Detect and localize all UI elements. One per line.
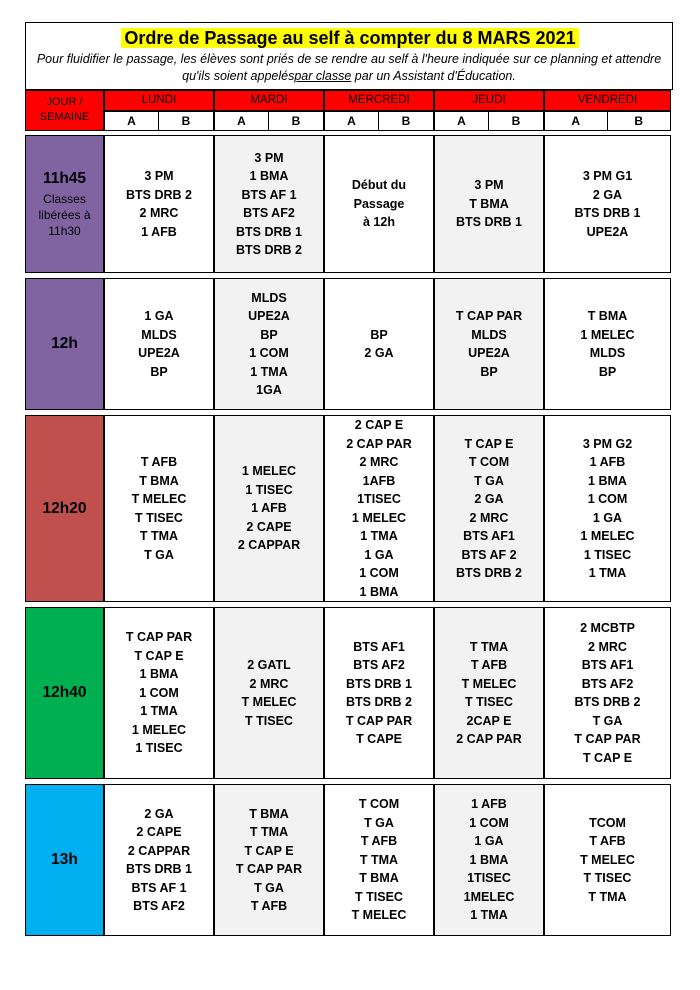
schedule-cell-jeudi-13h	[434, 784, 544, 936]
class-item: 3 PM	[474, 178, 504, 193]
class-item: 2 GA	[474, 492, 504, 506]
class-list	[346, 416, 412, 601]
class-item: BTS DRB 1	[574, 206, 641, 220]
class-item: 1 TMA	[588, 566, 627, 580]
class-list	[236, 805, 302, 916]
class-list	[126, 805, 192, 916]
class-item: T CAP PAR	[235, 862, 303, 876]
class-list	[580, 435, 634, 583]
class-item: 2 MRC	[359, 455, 399, 469]
group-a-label: A	[545, 112, 608, 130]
class-item: T CAP PAR	[574, 732, 641, 746]
class-item: T CAP E	[582, 750, 633, 765]
class-item: 2 MRC	[469, 510, 509, 525]
class-item: 1 COM	[249, 346, 289, 360]
class-item: MLDS	[589, 346, 626, 360]
class-item: BTS AF2	[353, 658, 405, 672]
day-header-mardi: MARDI	[214, 90, 324, 111]
schedule-cell-jeudi-11h45	[434, 135, 544, 273]
schedule-cell-vendredi-12h	[544, 278, 671, 410]
class-list	[456, 307, 522, 381]
time-label: 12h20	[42, 499, 87, 517]
class-item: 1 COM	[359, 566, 399, 580]
class-item: 1 GA	[474, 834, 504, 849]
class-item: 1 BMA	[469, 852, 509, 867]
time-slot-11h45	[25, 135, 104, 273]
class-item: 1GA	[256, 383, 282, 397]
class-item: BP	[480, 364, 498, 379]
subtitle-underlined: par classe	[294, 69, 352, 83]
class-item: T TISEC	[355, 889, 403, 904]
class-item: 2 GA	[364, 346, 394, 360]
schedule-cell-mercredi-11h45	[324, 135, 434, 273]
class-item: 2 MRC	[139, 206, 179, 220]
class-item: 1 GA	[592, 510, 623, 525]
schedule-cell-mardi-11h45	[214, 135, 324, 273]
schedule-cell-mardi-12h20	[214, 415, 324, 602]
schedule-cell-vendredi-11h45	[544, 135, 671, 273]
class-item: BTS AF 1	[131, 880, 187, 895]
class-item: T BMA	[587, 309, 628, 323]
time-slot-12h40	[25, 607, 104, 779]
class-item: TCOM	[589, 815, 626, 830]
class-item: T AFB	[470, 658, 508, 672]
class-item: T TMA	[359, 852, 399, 867]
class-item: T GA	[364, 815, 394, 830]
class-item: 1 TMA	[360, 529, 398, 543]
class-item: T TISEC	[583, 871, 632, 886]
time-label: 13h	[51, 851, 78, 868]
time-label: 12h40	[42, 684, 87, 701]
class-item: T CAP PAR	[455, 309, 523, 323]
schedule-cell-vendredi-13h	[544, 784, 671, 936]
class-item: BTS AF1	[463, 529, 515, 543]
class-item: 2 GA	[592, 187, 623, 202]
schedule-cell-mercredi-12h	[324, 278, 434, 410]
page-title: Ordre de Passage au self à compter du 8 MARS 2021	[121, 28, 579, 48]
class-item: BP	[150, 364, 168, 379]
class-item: 3 PM G1	[582, 169, 633, 183]
class-item: 2 GA	[144, 806, 174, 821]
class-item: T AFB	[360, 834, 398, 849]
class-item: 1 TISEC	[135, 741, 183, 756]
group-b-label: B	[291, 114, 301, 128]
class-item: MLDS	[471, 327, 507, 342]
class-item: BP	[370, 327, 388, 342]
corner-line-2: SEMAINE	[39, 111, 90, 123]
class-item: T BMA	[359, 871, 399, 886]
class-item: 1 BMA	[249, 169, 289, 183]
day-header-mercredi: MERCREDI	[324, 90, 434, 111]
class-item: 2 CAPPAR	[237, 538, 301, 553]
group-b-label: B	[181, 114, 191, 128]
class-item: 1 COM	[587, 492, 628, 506]
time-slot-12h	[25, 278, 104, 410]
class-list	[248, 289, 290, 400]
class-item: UPE2A	[468, 346, 510, 360]
class-list	[132, 453, 187, 564]
corner-header	[25, 90, 104, 131]
class-item: BP	[598, 364, 617, 379]
time-label: 11h45	[42, 169, 87, 187]
class-item: T CAP E	[464, 436, 514, 451]
class-item: BTS DRB 2	[236, 243, 302, 257]
class-item: 1 TMA	[470, 908, 508, 923]
schedule-cell-jeudi-12h20	[434, 415, 544, 602]
ab-header-vendredi	[544, 111, 671, 131]
class-item: T MELEC	[351, 908, 407, 923]
day-header-vendredi: VENDREDI	[544, 90, 671, 111]
class-item: Début du	[351, 178, 407, 193]
group-a-label: A	[435, 112, 489, 130]
group-a-label: A	[325, 112, 379, 130]
class-item: T BMA	[469, 196, 509, 211]
class-item: T GA	[254, 880, 284, 895]
class-list	[580, 307, 634, 381]
class-list	[242, 656, 297, 730]
class-item: BTS DRB 1	[126, 862, 192, 876]
ab-header-jeudi	[434, 111, 544, 131]
class-item: 1 COM	[139, 685, 179, 700]
class-list	[464, 795, 515, 925]
class-list	[138, 307, 180, 381]
class-item: 1 GA	[144, 309, 174, 323]
class-list	[575, 167, 641, 241]
class-item: Passage	[353, 196, 405, 211]
class-item: 1 AFB	[589, 455, 626, 469]
header-block	[25, 22, 673, 90]
class-item: 1 BMA	[359, 584, 399, 599]
time-slot-13h	[25, 784, 104, 936]
class-item: T CAPE	[356, 732, 402, 746]
group-a-label: A	[215, 112, 269, 130]
class-item: T AFB	[589, 834, 626, 849]
class-item: BTS DRB 2	[346, 695, 412, 709]
page-subtitle	[30, 51, 668, 85]
group-b-label: B	[401, 114, 411, 128]
class-item: 1 AFB	[141, 224, 177, 239]
class-item: 3 PM	[254, 150, 284, 165]
class-item: BTS AF2	[581, 676, 634, 691]
class-item: BTS DRB 2	[574, 695, 641, 709]
schedule-cell-lundi-12h20	[104, 415, 214, 602]
class-item: T GA	[144, 547, 174, 562]
class-item: T TMA	[249, 825, 289, 839]
class-item: MLDS	[251, 290, 287, 305]
class-item: 1AFB	[362, 473, 396, 488]
class-list	[352, 176, 406, 232]
class-item: 1TISEC	[467, 871, 511, 886]
schedule-cell-mardi-12h40	[214, 607, 324, 779]
schedule-cell-mercredi-12h40	[324, 607, 434, 779]
class-item: 1 MELEC	[241, 464, 297, 479]
class-item: 1 BMA	[588, 473, 627, 488]
class-item: 3 PM G2	[582, 436, 633, 451]
class-item: 2 GATL	[247, 658, 291, 672]
class-item: BTS AF1	[353, 639, 405, 654]
class-item: T MELEC	[241, 695, 297, 709]
class-item: BTS AF2	[133, 899, 185, 913]
schedule-cell-vendredi-12h40	[544, 607, 671, 779]
class-item: à 12h	[363, 215, 395, 230]
class-item: 1 AFB	[471, 797, 507, 812]
class-item: 1 GA	[364, 547, 394, 562]
class-item: 1 TISEC	[583, 547, 632, 562]
class-list	[346, 638, 412, 749]
schedule-frame	[25, 22, 673, 936]
class-item: T AFB	[140, 455, 178, 469]
class-item: 2 CAPE	[136, 825, 182, 839]
class-item: T TISEC	[245, 713, 293, 728]
class-item: 2 MCBTP	[580, 621, 635, 635]
class-item: T COM	[468, 455, 510, 469]
group-b-label: B	[634, 114, 644, 128]
class-list	[574, 619, 640, 767]
class-item: T GA	[474, 473, 504, 488]
subtitle-text: Pour fluidifier le passage, les élèves sont priés de se rendre au self à l'heure indiquée sur ce planning et attendre qu'ils soient appelés	[36, 52, 662, 83]
class-list	[126, 167, 192, 241]
class-item: BTS AF 2	[461, 547, 517, 562]
class-item: BTS DRB 2	[456, 566, 522, 580]
class-item: 1MELEC	[463, 889, 515, 904]
class-item: T CAP E	[134, 648, 184, 663]
schedule-cell-jeudi-12h	[434, 278, 544, 410]
class-item: T CAP PAR	[345, 713, 413, 728]
class-item: 2 CAP PAR	[346, 436, 412, 451]
class-list	[456, 435, 522, 583]
class-item: T TISEC	[465, 695, 513, 709]
class-item: UPE2A	[138, 346, 180, 360]
class-list	[236, 149, 302, 260]
class-list	[352, 795, 407, 925]
class-item: 1 TMA	[250, 364, 288, 379]
day-header-lundi: LUNDI	[104, 90, 214, 111]
class-item: T CAP E	[244, 843, 294, 858]
class-item: T TISEC	[135, 510, 183, 525]
class-item: T MELEC	[131, 492, 187, 506]
class-item: 2 CAP PAR	[456, 732, 522, 746]
class-item: 2 MRC	[588, 639, 627, 654]
class-item: BP	[260, 327, 278, 342]
time-note: Classes libérées à 11h30	[38, 191, 91, 238]
class-item: BTS AF2	[243, 206, 295, 220]
schedule-cell-jeudi-12h40	[434, 607, 544, 779]
class-item: 1 COM	[469, 815, 509, 830]
class-item: T MELEC	[580, 852, 635, 867]
class-item: 1TISEC	[357, 492, 401, 506]
class-item: UPE2A	[248, 309, 290, 323]
class-item: T COM	[358, 797, 400, 812]
ab-header-lundi	[104, 111, 214, 131]
class-item: T BMA	[249, 806, 289, 821]
class-item: T TMA	[469, 639, 509, 654]
class-list	[456, 638, 522, 749]
class-item: BTS AF 1	[241, 187, 297, 202]
group-b-label: B	[511, 114, 521, 128]
class-list	[456, 176, 522, 232]
class-item: 1 MELEC	[131, 722, 187, 737]
class-item: T TMA	[588, 889, 627, 904]
class-list	[580, 814, 635, 907]
class-item: 2CAP E	[466, 713, 512, 728]
schedule-cell-mercredi-12h20	[324, 415, 434, 602]
schedule-cell-mardi-12h	[214, 278, 324, 410]
class-item: T AFB	[250, 899, 288, 913]
class-item: 1 TISEC	[245, 482, 293, 497]
class-item: UPE2A	[586, 224, 629, 239]
class-item: BTS DRB 1	[236, 224, 302, 239]
class-item: T MELEC	[461, 676, 517, 691]
schedule-cell-lundi-11h45	[104, 135, 214, 273]
group-a-label: A	[105, 112, 159, 130]
schedule-cell-lundi-12h40	[104, 607, 214, 779]
time-label: 12h	[51, 335, 78, 352]
class-item: T TMA	[139, 529, 179, 543]
corner-line-1: JOUR /	[46, 96, 83, 108]
class-item: 1 MELEC	[351, 510, 407, 525]
class-item: 2 CAPPAR	[127, 843, 191, 858]
class-item: 1 AFB	[251, 501, 287, 516]
class-item: T CAP PAR	[125, 630, 193, 645]
subtitle-end: par un Assistant d'Éducation.	[351, 69, 516, 83]
time-slot-12h20	[25, 415, 104, 602]
class-item: 1 TMA	[140, 704, 178, 719]
class-list	[126, 628, 192, 758]
class-item: MLDS	[141, 327, 177, 342]
class-item: 1 MELEC	[580, 529, 635, 543]
ab-header-mercredi	[324, 111, 434, 131]
class-item: BTS DRB 1	[346, 676, 412, 691]
class-list	[364, 326, 393, 363]
class-item: T GA	[592, 713, 623, 728]
class-item: 2 MRC	[249, 676, 289, 691]
class-item: BTS AF1	[581, 658, 634, 672]
schedule-cell-lundi-12h	[104, 278, 214, 410]
schedule-cell-mardi-13h	[214, 784, 324, 936]
class-item: 1 BMA	[139, 667, 179, 682]
class-item: 1 MELEC	[580, 327, 635, 342]
day-header-jeudi: JEUDI	[434, 90, 544, 111]
class-item: 2 CAP E	[354, 418, 404, 432]
class-list	[238, 462, 300, 555]
class-item: T BMA	[139, 473, 179, 488]
schedule-cell-lundi-13h	[104, 784, 214, 936]
schedule-cell-mercredi-13h	[324, 784, 434, 936]
class-item: BTS DRB 1	[456, 215, 522, 230]
class-item: 2 CAPE	[246, 519, 292, 534]
schedule-cell-vendredi-12h20	[544, 415, 671, 602]
class-item: 3 PM	[144, 169, 174, 183]
class-item: BTS DRB 2	[126, 187, 192, 202]
ab-header-mardi	[214, 111, 324, 131]
